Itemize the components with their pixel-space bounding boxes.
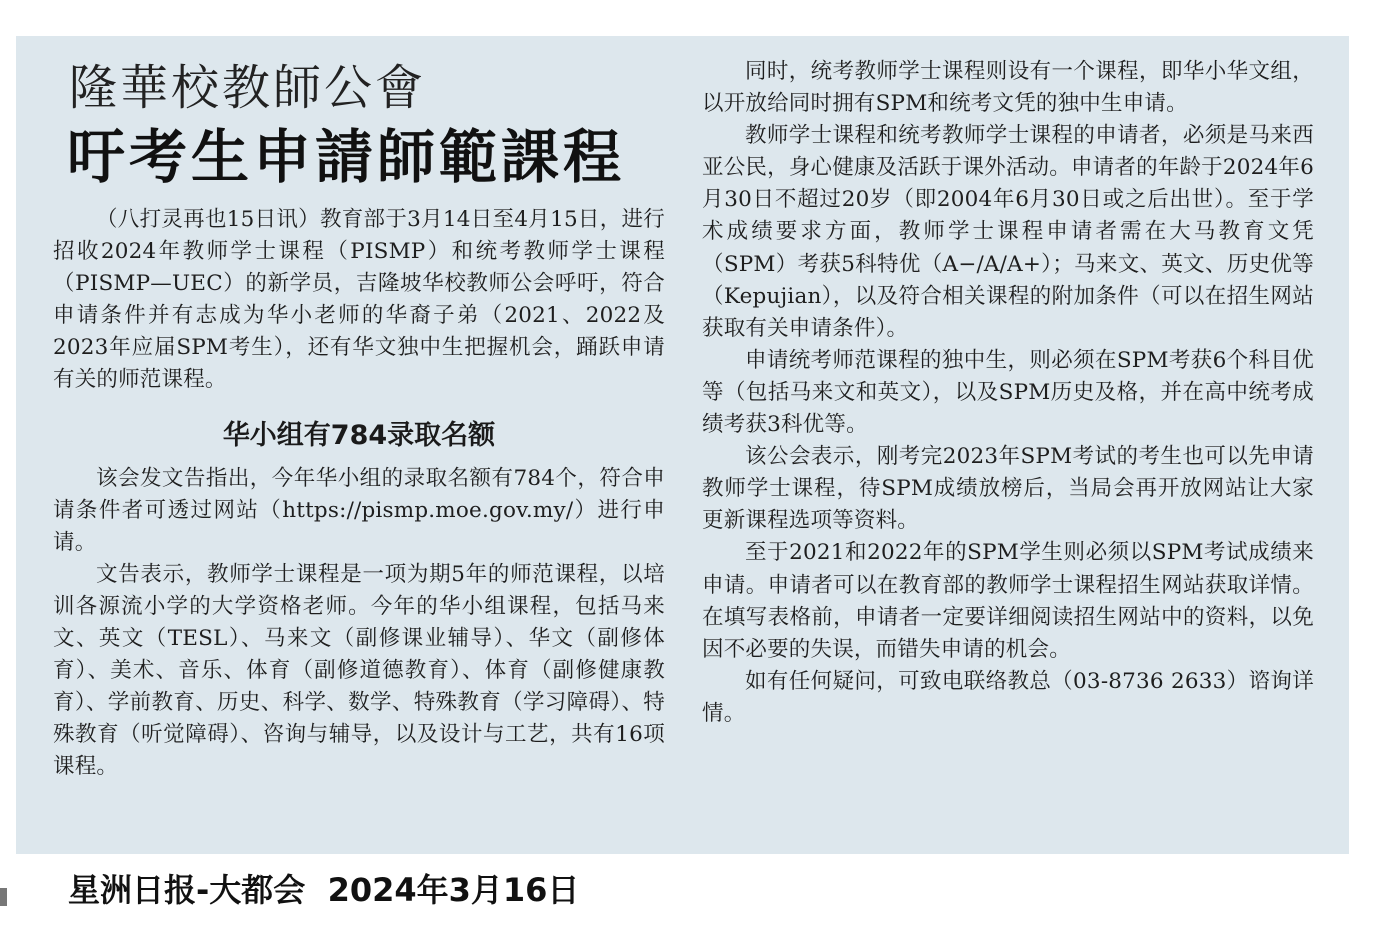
page-edge-mark — [0, 888, 7, 906]
newspaper-clipping — [16, 36, 1349, 854]
headline-kicker: 隆華校教師公會 — [69, 60, 427, 116]
body-paragraph: 文告表示，教师学士课程是一项为期5年的师范课程，以培训各源流小学的大学资格老师。今年的华小组课程，包括马来文、英文（TESL）、马来文（副修课业辅导）、华文（副修体育）、美术、音乐、体育（副修道德教育）、体育（副修健康教育）、学前教育、历史、科学、数学、特殊教育（学习障碍）、特殊教育（听觉障碍）、咨询与辅导，以及设计与工艺，共有16项课程。 — [53, 561, 665, 780]
subheading: 华小组有784录取名额 — [222, 419, 496, 451]
lead-paragraph: （八打灵再也15日讯）教育部于3月14日至4月15日，进行招收2024年教师学士课程（PISMP）和统考教师学士课程（PISMP—UEC）的新学员，吉隆坡华校教师公会呼吁，符合申请条件并有志成为华小老师的华裔子弟（2021、2022及2023年应届SPM考生），还有华文独中生把握机会，踊跃申请有关的师范课程。 — [53, 207, 665, 393]
body-paragraph: 该会发文告指出，今年华小组的录取名额有784个，符合申请条件者可透过网站（https://pismp.moe.gov.my/）进行申请。 — [53, 465, 665, 555]
body-paragraph: 同时，统考教师学士课程则设有一个课程，即华小华文组，以开放给同时拥有SPM和统考文凭的独中生申请。 — [702, 59, 1314, 117]
left-column — [53, 56, 665, 784]
body-paragraph: 该公会表示，刚考完2023年SPM考试的考生也可以先申请教师学士课程，待SPM成绩放榜后，当局会再开放网站让大家更新课程选项等资料。 — [702, 444, 1314, 534]
right-column — [702, 56, 1314, 730]
headline-main: 吁考生申請師範課程 — [67, 123, 626, 191]
body-paragraph: 申请统考师范课程的独中生，则必须在SPM考获6个科目优等（包括马来文和英文），以及SPM历史及格，并在高中统考成绩考获3科优等。 — [702, 347, 1314, 438]
body-paragraph: 如有任何疑问，可致电联络教总（03-8736 2633）谘询详情。 — [702, 668, 1314, 726]
body-paragraph: 教师学士课程和统考教师学士课程的申请者，必须是马来西亚公民，身心健康及活跃于课外活动。申请者的年龄于2024年6月30日不超过20岁（即2004年6月30日或之后出世）。至于学术成绩要求方面，教师学士课程申请者需在大马教育文凭（SPM）考获5科特优（A−/A/A+）；马来文、英文、历史优等（Kepujian），以及符合相关课程的附加条件（可以在招生网站获取有关申请条件）。 — [702, 123, 1314, 341]
source-caption: 星洲日报-大都会 2024年3月16日 — [68, 871, 580, 909]
body-paragraph: 至于2021和2022年的SPM学生则必须以SPM考试成绩来申请。申请者可以在教育部的教师学士课程招生网站获取详情。在填写表格前，申请者一定要详细阅读招生网站中的资料，以免因不必要的失误，而错失申请的机会。 — [702, 540, 1314, 662]
